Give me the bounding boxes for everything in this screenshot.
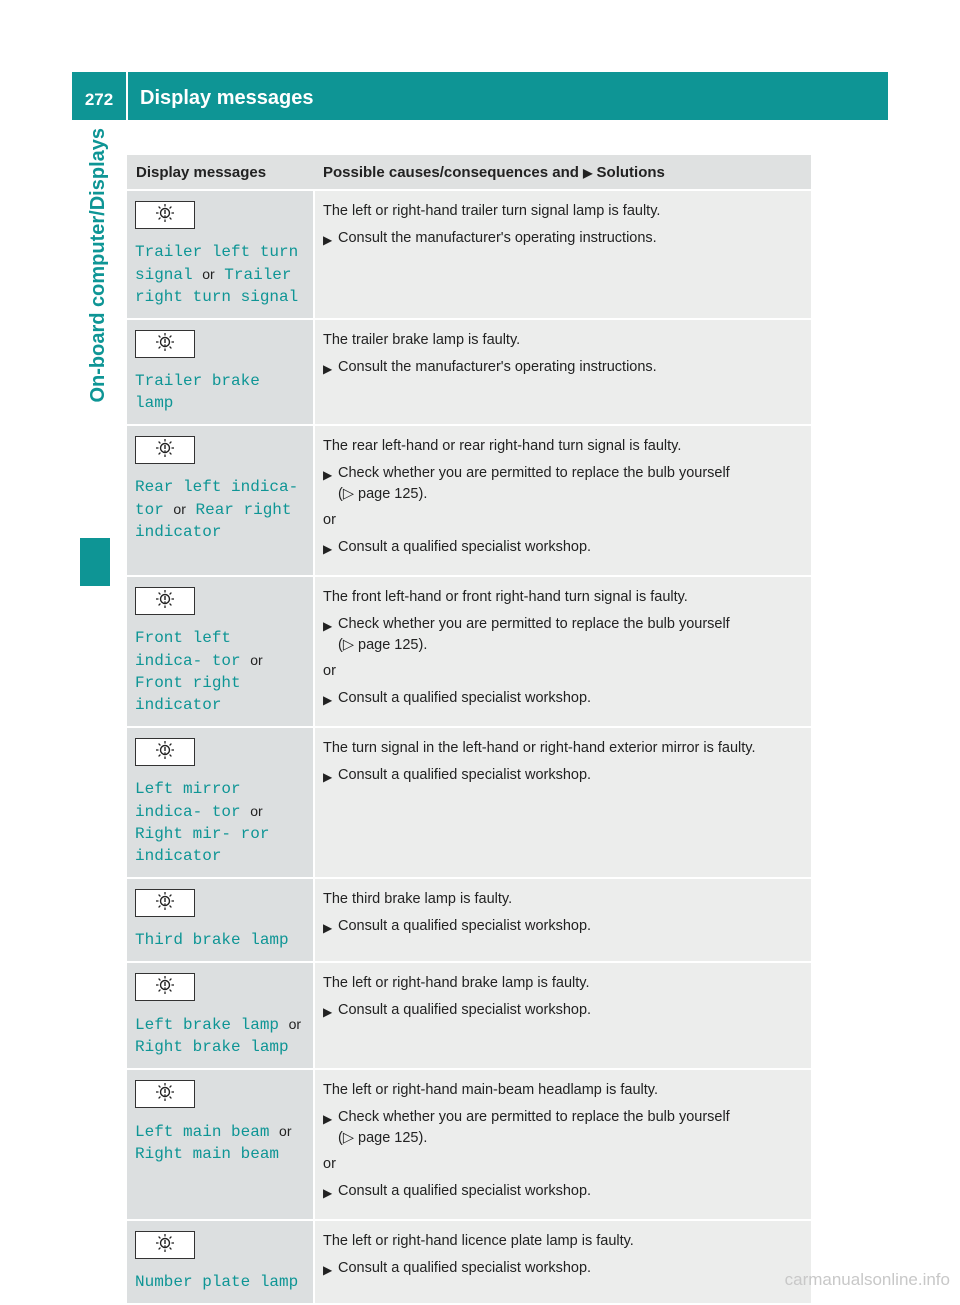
- lamp-symbol-box: [135, 587, 195, 615]
- bulb-warning-icon: [154, 1233, 176, 1258]
- cause-text: The rear left-hand or rear right-hand turn signal is faulty.: [323, 438, 682, 454]
- display-messages-table: [127, 155, 811, 1305]
- play-arrow-icon: ▶: [323, 1112, 333, 1126]
- cause-text: The left or right-hand main-beam headlamp is faulty.: [323, 1082, 659, 1098]
- display-message-text: [135, 1013, 305, 1058]
- bulb-warning-icon: [154, 1082, 176, 1107]
- table-row: [127, 1220, 811, 1304]
- table-row: [127, 425, 811, 576]
- causes-solutions-cell: [314, 1220, 811, 1304]
- message-code: Left main beam: [135, 1123, 270, 1141]
- cause-text: The left or right-hand licence plate lamp is faulty.: [323, 1233, 634, 1249]
- message-code: Front left indica‐ tor: [135, 629, 241, 670]
- watermark: carmanualsonline.info: [784, 1270, 950, 1289]
- solution-text: Consult a qualified specialist workshop.: [338, 1260, 592, 1276]
- page-reference[interactable]: (▷ page 125).: [338, 486, 428, 502]
- message-code: Trailer right turn signal: [135, 266, 299, 306]
- message-code: Trailer left turn signal: [135, 243, 299, 284]
- lamp-symbol-box: [135, 738, 195, 766]
- display-message-text: [135, 778, 305, 867]
- solution-text: Consult the manufacturer's operating instructions.: [338, 359, 657, 375]
- display-message-text: [135, 1120, 305, 1165]
- play-arrow-icon: ▶: [323, 693, 333, 707]
- bulb-warning-icon: [154, 589, 176, 614]
- side-label-text: On-board computer/Displays: [86, 128, 109, 403]
- or-connector: or: [279, 1123, 292, 1139]
- solution-text: Consult a qualified specialist workshop.: [338, 1002, 592, 1018]
- cause-text: The turn signal in the left-hand or right-hand exterior mirror is faulty.: [323, 740, 756, 756]
- table-row: [127, 576, 811, 727]
- message-code: Right main beam: [135, 1145, 280, 1163]
- col-header-causes: [314, 155, 811, 190]
- solution-text: Consult the manufacturer's operating instructions.: [338, 230, 657, 246]
- solution-step: [323, 1258, 803, 1281]
- display-message-text: [135, 929, 305, 951]
- display-message-cell: [127, 576, 314, 727]
- page-number: 272: [84, 90, 114, 109]
- solution-step: [323, 688, 803, 711]
- message-code: Front right indicator: [135, 674, 241, 714]
- cause-text: The trailer brake lamp is faulty.: [323, 332, 521, 348]
- lamp-symbol-box: [135, 330, 195, 358]
- causes-solutions-cell: [314, 576, 811, 727]
- causes-solutions-cell: [314, 190, 811, 319]
- solution-step: [323, 228, 803, 251]
- play-arrow-icon: ▶: [323, 1186, 333, 1200]
- solution-step: [323, 1181, 803, 1204]
- causes-solutions-cell: [314, 727, 811, 878]
- solution-step: [323, 1000, 803, 1023]
- solution-step: [323, 916, 803, 939]
- solution-step: [323, 537, 803, 560]
- col-header-causes-text: Possible causes/consequences and: [323, 163, 579, 181]
- solution-step: [323, 614, 803, 656]
- bulb-warning-icon: [154, 740, 176, 765]
- side-section-label: [80, 128, 116, 528]
- or-connector: or: [173, 501, 186, 517]
- display-message-text: [135, 627, 305, 716]
- solution-text: [338, 614, 730, 656]
- or-connector: or: [202, 266, 215, 282]
- lamp-symbol-box: [135, 436, 195, 464]
- play-arrow-icon: ▶: [323, 362, 333, 376]
- lamp-symbol-box: [135, 201, 195, 229]
- solution-text: Consult a qualified specialist workshop.: [338, 690, 592, 706]
- table-row: [127, 878, 811, 962]
- bulb-warning-icon: [154, 332, 176, 357]
- display-message-cell: [127, 425, 314, 576]
- play-arrow-icon: ▶: [583, 165, 593, 180]
- play-arrow-icon: ▶: [323, 1263, 333, 1277]
- solution-text-a: Check whether you are permitted to replace the bulb yourself: [338, 1109, 730, 1125]
- display-message-text: [135, 1271, 305, 1293]
- cause-text: The front left-hand or front right-hand turn signal is faulty.: [323, 589, 688, 605]
- display-message-cell: [127, 727, 314, 878]
- lamp-symbol-box: [135, 1080, 195, 1108]
- solution-step: [323, 357, 803, 380]
- side-marker: [80, 538, 110, 586]
- solution-text: Consult a qualified specialist workshop.: [338, 767, 592, 783]
- or-text: or: [323, 1156, 336, 1172]
- bulb-warning-icon: [154, 203, 176, 228]
- message-code: Rear left indica‐ tor: [135, 478, 299, 519]
- display-message-text: [135, 476, 305, 543]
- display-message-cell: [127, 1069, 314, 1220]
- or-connector: or: [288, 1016, 302, 1032]
- display-message-cell: [127, 962, 314, 1069]
- bulb-warning-icon: [154, 438, 176, 463]
- page-reference[interactable]: (▷ page 125).: [338, 1130, 428, 1146]
- play-arrow-icon: ▶: [323, 233, 333, 247]
- cause-text: The left or right-hand trailer turn signal lamp is faulty.: [323, 203, 661, 219]
- page-reference[interactable]: (▷ page 125).: [338, 637, 428, 653]
- or-text: or: [323, 663, 336, 679]
- play-arrow-icon: ▶: [323, 921, 333, 935]
- lamp-symbol-box: [135, 889, 195, 917]
- display-message-cell: [127, 878, 314, 962]
- col-header-solutions-text: Solutions: [596, 163, 665, 181]
- table-row: [127, 727, 811, 878]
- causes-solutions-cell: [314, 878, 811, 962]
- message-code: Third brake lamp: [135, 931, 289, 949]
- solution-text: Consult a qualified specialist workshop.: [338, 1183, 592, 1199]
- message-code: Rear right indicator: [135, 501, 292, 541]
- message-code: Trailer brake lamp: [135, 372, 260, 412]
- display-message-cell: [127, 319, 314, 425]
- message-code: Right brake lamp: [135, 1038, 289, 1056]
- or-text: or: [323, 512, 336, 528]
- table-row: [127, 962, 811, 1069]
- play-arrow-icon: ▶: [323, 542, 333, 556]
- solution-text-a: Check whether you are permitted to replace the bulb yourself: [338, 465, 730, 481]
- col-header-display-messages: Display messages: [127, 155, 314, 190]
- page-header: [72, 72, 888, 120]
- display-message-text: [135, 370, 305, 414]
- table-row: [127, 319, 811, 425]
- cause-text: The third brake lamp is faulty.: [323, 891, 513, 907]
- cause-text: The left or right-hand brake lamp is faulty.: [323, 975, 590, 991]
- page-title: Display messages: [140, 86, 314, 109]
- bulb-warning-icon: [154, 891, 176, 916]
- causes-solutions-cell: [314, 962, 811, 1069]
- display-message-cell: [127, 1220, 314, 1304]
- or-connector: or: [250, 652, 263, 668]
- play-arrow-icon: ▶: [323, 468, 333, 482]
- solution-step: [323, 463, 803, 505]
- solution-text: Consult a qualified specialist workshop.: [338, 539, 592, 555]
- message-code: Right mir‐ ror indicator: [135, 825, 270, 865]
- solution-step: [323, 765, 803, 788]
- display-message-cell: [127, 190, 314, 319]
- solution-text: [338, 463, 730, 505]
- causes-solutions-cell: [314, 319, 811, 425]
- play-arrow-icon: ▶: [323, 770, 333, 784]
- message-code: Left brake lamp: [135, 1016, 280, 1034]
- table-row: [127, 1069, 811, 1220]
- causes-solutions-cell: [314, 425, 811, 576]
- or-connector: or: [250, 803, 263, 819]
- solution-text-a: Check whether you are permitted to replace the bulb yourself: [338, 616, 730, 632]
- display-message-text: [135, 241, 305, 308]
- message-code: Number plate lamp: [135, 1273, 299, 1291]
- causes-solutions-cell: [314, 1069, 811, 1220]
- solution-text: Consult a qualified specialist workshop.: [338, 918, 592, 934]
- solution-step: [323, 1107, 803, 1149]
- bulb-warning-icon: [154, 975, 176, 1000]
- lamp-symbol-box: [135, 1231, 195, 1259]
- table-header-row: [127, 155, 811, 190]
- lamp-symbol-box: [135, 973, 195, 1001]
- play-arrow-icon: ▶: [323, 1005, 333, 1019]
- table-row: [127, 190, 811, 319]
- message-code: Left mirror indica‐ tor: [135, 780, 241, 821]
- play-arrow-icon: ▶: [323, 619, 333, 633]
- solution-text: [338, 1107, 730, 1149]
